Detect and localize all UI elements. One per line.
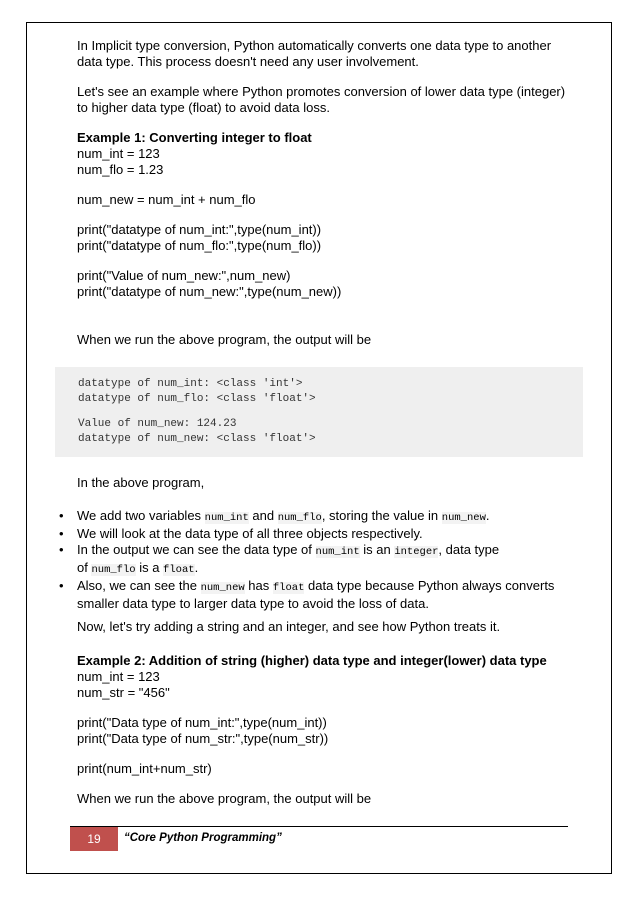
list-item: • We add two variables num_int and num_flo, storing the value in num_new.: [59, 508, 490, 524]
code-line: print("Data type of num_str:",type(num_str)): [77, 731, 329, 746]
output-line: datatype of num_int: <class 'int'>: [78, 378, 303, 390]
code-line: num_str = "456": [77, 685, 170, 700]
bullet-icon: •: [59, 508, 64, 523]
page-content: [77, 38, 577, 348]
text-line: Let's see an example where Python promotes conversion of lower data type (integer): [77, 84, 566, 99]
code-line: num_new = num_int + num_flo: [77, 192, 256, 207]
page-number: 19: [70, 827, 118, 851]
example-1-block: [77, 130, 577, 300]
run-output-intro-1: When we run the above program, the output will be: [77, 332, 372, 347]
code-line: print("datatype of num_flo:",type(num_flo)): [77, 238, 322, 253]
intro-paragraph-1: [77, 38, 577, 70]
inline-code: num_int: [315, 546, 360, 558]
code-line: print("datatype of num_new:",type(num_new)): [77, 284, 342, 299]
code-line: num_int = 123: [77, 146, 160, 161]
text-line: In Implicit type conversion, Python automatically converts one data type to another: [77, 38, 552, 53]
output-line: datatype of num_new: <class 'float'>: [78, 433, 316, 445]
code-line: print("Data type of num_int:",type(num_int)): [77, 715, 327, 730]
code-line: num_flo = 1.23: [77, 162, 164, 177]
text-line: data type. This process doesn't need any user involvement.: [77, 54, 419, 69]
example-1-title: Example 1: Converting integer to float: [77, 130, 312, 145]
inline-code: integer: [394, 546, 439, 558]
output-line: Value of num_new: 124.23: [78, 418, 237, 430]
inline-code: num_new: [200, 582, 245, 594]
code-line: print("datatype of num_int:",type(num_int)): [77, 222, 322, 237]
inline-code: num_new: [441, 512, 486, 524]
list-item: • In the output we can see the data type of num_int is an integer, data type of num_flo is a float.: [59, 542, 500, 576]
bullet-icon: •: [59, 542, 64, 557]
bullet-icon: •: [59, 578, 64, 593]
run-output-intro-2: When we run the above program, the output will be: [77, 791, 372, 806]
list-item: • Also, we can see the num_new has float data type because Python always converts smaller data type to larger data type to avoid the loss of data.: [59, 578, 555, 611]
inline-code: float: [272, 582, 305, 594]
output-code-block: [55, 367, 583, 457]
intro-paragraph-2: [77, 84, 577, 116]
bullet-icon: •: [59, 526, 64, 541]
text-line: to higher data type (float) to avoid data loss.: [77, 100, 330, 115]
example-2-title: Example 2: Addition of string (higher) data type and integer(lower) data type: [77, 653, 547, 668]
inline-code: num_flo: [277, 512, 322, 524]
inline-code: num_int: [204, 512, 249, 524]
second-section: [77, 619, 577, 807]
inline-code: num_flo: [91, 564, 136, 576]
list-item: • We will look at the data type of all three objects respectively.: [59, 526, 423, 541]
code-line: num_int = 123: [77, 669, 160, 684]
output-line: datatype of num_flo: <class 'float'>: [78, 393, 316, 405]
footer-rule: [70, 826, 568, 827]
code-line: print(num_int+num_str): [77, 761, 212, 776]
now-text: Now, let's try adding a string and an integer, and see how Python treats it.: [77, 619, 501, 634]
above-program-text: In the above program,: [77, 475, 205, 490]
inline-code: float: [163, 564, 195, 576]
explanation-list: [56, 508, 576, 612]
book-title: “Core Python Programming”: [124, 832, 282, 844]
code-line: print("Value of num_new:",num_new): [77, 268, 291, 283]
